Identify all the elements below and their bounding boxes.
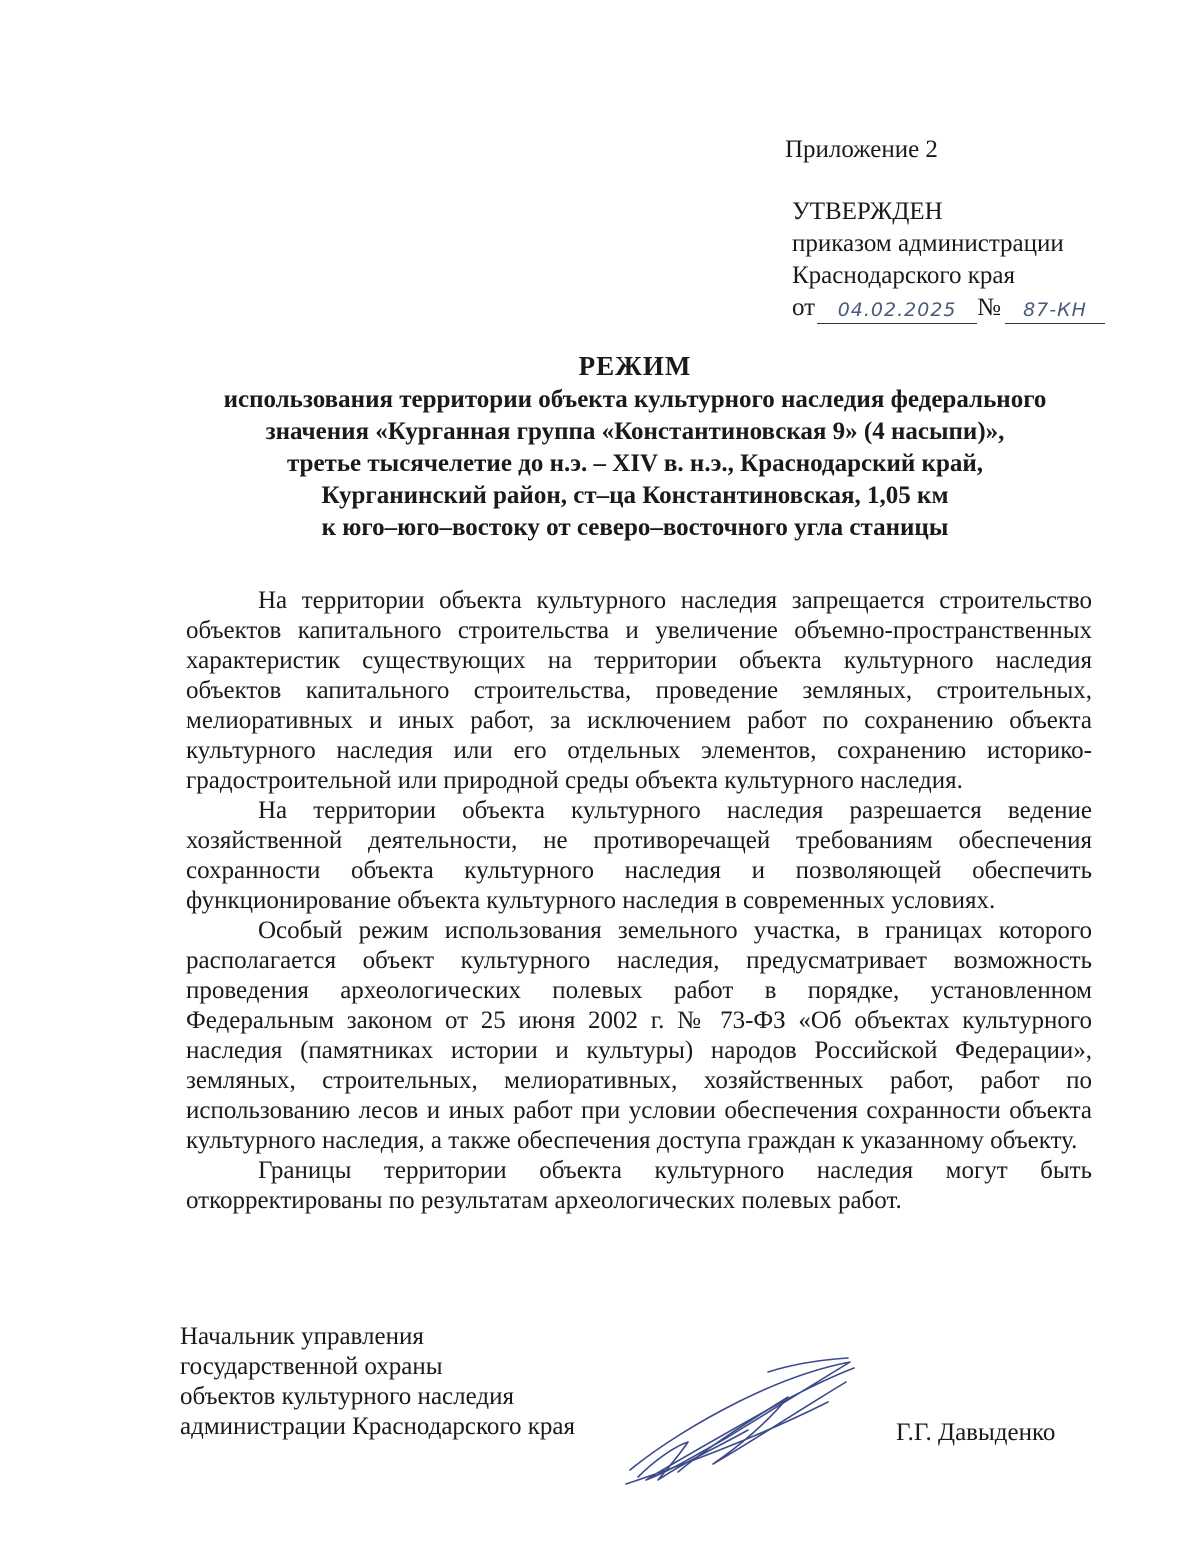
title-line: третье тысячелетие до н.э. – XIV в. н.э., Краснодарский край, <box>286 450 984 477</box>
position-line: государственной охраны <box>180 1353 443 1380</box>
order-date-line <box>792 292 1105 324</box>
signer-position <box>180 1322 575 1442</box>
document-title <box>0 350 1200 544</box>
position-line: Начальник управления <box>180 1323 424 1350</box>
title-line: Курганинский район, ст–ца Константиновская, 1,05 км <box>321 482 949 509</box>
approval-block <box>792 196 1105 324</box>
region-label: Краснодарского края <box>792 262 1015 289</box>
handwritten-signature <box>618 1352 868 1492</box>
position-line: объектов культурного наследия <box>180 1383 514 1410</box>
title-line: использования территории объекта культурного наследия федерального <box>223 386 1047 413</box>
document-body <box>186 586 1092 1216</box>
signer-name: Г.Г. Давыденко <box>896 1419 1056 1446</box>
paragraph: На территории объекта культурного наследия запрещается строительство объектов капитального строительства и увеличение объемно-пространственных характеристик существующих на территории объекта культурного наследия объектов капитального строительства, проведение земляных, строительных, мелиоративных и иных работ, за исключением работ по сохранению объекта культурного наследия или его отдельных элементов, сохранению историко-градостроительной или природной среды объекта культурного наследия. <box>186 587 1092 794</box>
paragraph: Границы территории объекта культурного наследия могут быть откорректированы по результатам археологических полевых работ. <box>186 1157 1092 1214</box>
from-label: от <box>792 294 816 321</box>
approved-label: УТВЕРЖДЕН <box>792 198 943 225</box>
appendix-label: Приложение 2 <box>785 136 938 163</box>
signature-strokes <box>626 1358 854 1484</box>
title-line: к юго–юго–востоку от северо–восточного угла станицы <box>321 514 949 541</box>
number-label: № <box>977 294 1001 321</box>
title-main: РЕЖИМ <box>578 351 692 381</box>
paragraph: На территории объекта культурного наследия разрешается ведение хозяйственной деятельности, не противоречащей требованиям обеспечения сохранности объекта культурного наследия и позволяющей обеспечить функционирование объекта культурного наследия в современных условиях. <box>186 797 1092 914</box>
paragraph: Особый режим использования земельного участка, в границах которого располагается объект культурного наследия, предусматривает возможность проведения археологических полевых работ в порядке, установленном Федеральным законом от 25 июня 2002 г. № 73-ФЗ «Об объектах культурного наследия (памятниках истории и культуры) народов Российской Федерации», земляных, строительных, мелиоративных, хозяйственных работ, работ по использованию лесов и иных работ при условии обеспечения сохранности объекта культурного наследия, а также обеспечения доступа граждан к указанному объекту. <box>186 917 1092 1154</box>
order-label: приказом администрации <box>792 230 1064 257</box>
order-date-handwritten: 04.02.2025 <box>817 297 977 324</box>
title-line: значения «Курганная группа «Константиновская 9» (4 насыпи)», <box>265 418 1005 445</box>
position-line: администрации Краснодарского края <box>180 1413 576 1440</box>
order-number-handwritten: 87-КН <box>1005 297 1105 324</box>
